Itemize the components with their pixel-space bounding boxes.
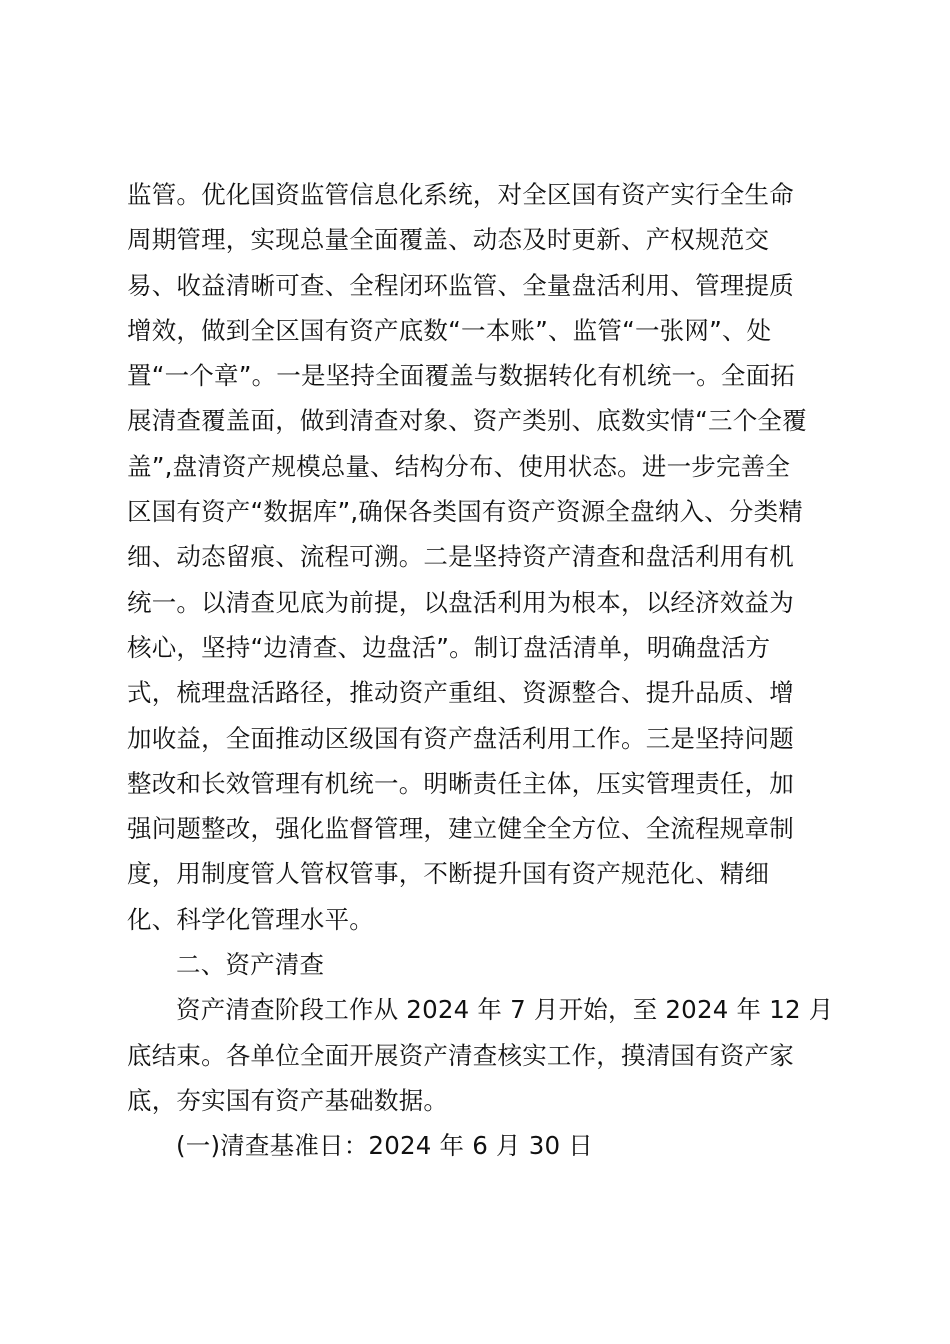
text-line: 式，梳理盘活路径，推动资产重组、资源整合、提升品质、增 [127, 678, 794, 708]
text-line: 度，用制度管人管权管事，不断提升国有资产规范化、精细 [127, 859, 770, 889]
text-line: 强问题整改，强化监督管理，建立健全全方位、全流程规章制 [127, 814, 794, 844]
text-line: 整改和长效管理有机统一。明晰责任主体，压实管理责任，加 [127, 768, 794, 798]
text-line: 监管。优化国资监管信息化系统，对全区国有资产实行全生命 [127, 180, 794, 209]
text-line: 置“一个章”。一是坚持全面覆盖与数据转化有机统一。全面拓 [127, 361, 795, 391]
text-line: 增效，做到全区国有资产底数“一本账”、监管“一张网”、处 [127, 315, 772, 345]
subheading-base-date: (一)清查基准日：2024 年 6 月 30 日 [176, 1131, 593, 1161]
text-line: 统一。以清查见底为前提，以盘活利用为根本，以经济效益为 [127, 587, 794, 617]
text-line: 细、动态留痕、流程可溯。二是坚持资产清查和盘活利用有机 [127, 542, 794, 572]
text-line: 底，夯实国有资产基础数据。 [127, 1085, 449, 1115]
document-body [127, 172, 837, 1169]
text-line: 盖”,盘清资产规模总量、结构分布、使用状态。进一步完善全 [127, 451, 791, 481]
text-line: 周期管理，实现总量全面覆盖、动态及时更新、产权规范交 [127, 225, 770, 255]
text-line: 易、收益清晰可查、全程闭环监管、全量盘活利用、管理提质 [127, 270, 794, 300]
text-line: 化、科学化管理水平。 [127, 904, 374, 934]
text-line: 核心，坚持“边清查、边盘活”。制订盘活清单，明确盘活方 [127, 632, 771, 662]
section-heading: 二、资产清查 [176, 950, 325, 980]
paragraph-supervision [127, 172, 837, 942]
text-line: 加收益，全面推动区级国有资产盘活利用工作。三是坚持问题 [127, 723, 794, 753]
text-line: 区国有资产“数据库”,确保各类国有资产资源全盘纳入、分类精 [127, 497, 803, 527]
text-line: 展清查覆盖面，做到清查对象、资产类别、底数实情“三个全覆 [127, 406, 807, 436]
text-line: 底结束。各单位全面开展资产清查核实工作，摸清国有资产家 [127, 1040, 794, 1070]
text-line: 资产清查阶段工作从 2024 年 7 月开始，至 2024 年 12 月 [176, 995, 834, 1025]
paragraph-asset-inventory [127, 987, 837, 1123]
